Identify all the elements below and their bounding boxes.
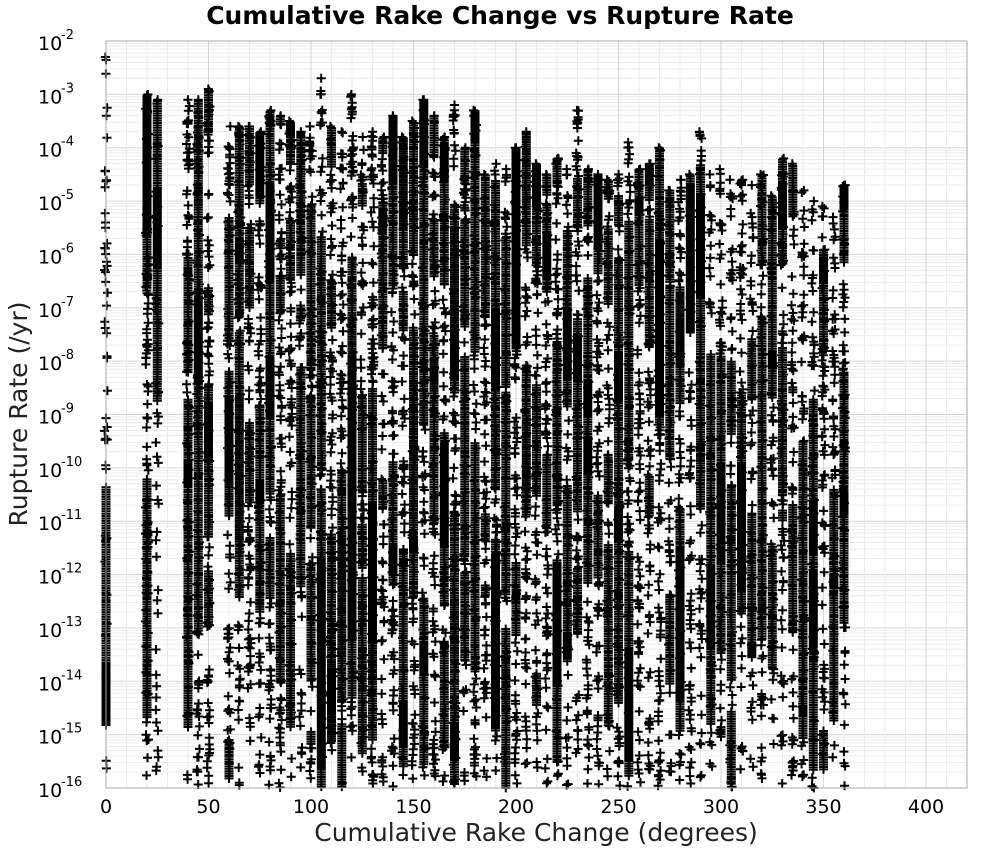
y-tick-exponent: -8 [61,348,74,364]
x-tick-label: 300 [702,796,740,818]
y-tick-base: 10 [38,726,63,749]
y-tick-base: 10 [38,780,63,802]
y-tick-exponent: -7 [61,294,74,310]
x-axis-label: Cumulative Rake Change (degrees) [314,818,758,847]
y-tick-exponent: -3 [61,81,74,97]
y-tick-exponent: -15 [61,721,83,737]
x-tick-label: 200 [497,796,535,818]
y-tick-base: 10 [38,193,63,216]
y-tick-exponent: -12 [61,561,83,577]
y-tick-exponent: -14 [61,668,83,684]
y-tick-base: 10 [38,619,63,642]
x-tick-label: 150 [395,796,432,818]
y-tick-base: 10 [38,513,63,536]
y-tick-exponent: -16 [61,775,83,790]
y-tick-exponent: -10 [61,454,83,470]
x-tick-label: 400 [907,796,945,818]
y-tick-exponent: -2 [61,28,74,43]
x-tick-label: 50 [196,796,221,818]
chart-title: Cumulative Rake Change vs Rupture Rate [206,1,794,30]
x-tick-label: 0 [99,796,113,818]
y-tick-base: 10 [38,406,63,429]
y-tick-base: 10 [38,139,63,162]
y-tick-base: 10 [38,673,63,696]
x-tick-label: 250 [600,796,637,818]
y-tick-exponent: -4 [61,134,74,150]
y-tick-base: 10 [38,299,63,322]
x-tick-label: 100 [292,796,330,818]
y-tick-base: 10 [38,86,63,109]
y-tick-exponent: -6 [61,241,74,257]
y-tick-exponent: -5 [61,188,74,204]
y-tick-base: 10 [38,246,63,269]
x-tick-label: 350 [805,796,842,818]
y-tick-exponent: -9 [61,401,74,417]
y-tick-base: 10 [38,459,63,482]
y-tick-base: 10 [38,566,63,589]
y-tick-exponent: -11 [61,508,83,524]
y-tick-base: 10 [38,33,63,55]
y-tick-base: 10 [38,353,63,376]
y-axis-label: Rupture Rate (/yr) [4,301,33,527]
y-tick-exponent: -13 [61,614,83,630]
